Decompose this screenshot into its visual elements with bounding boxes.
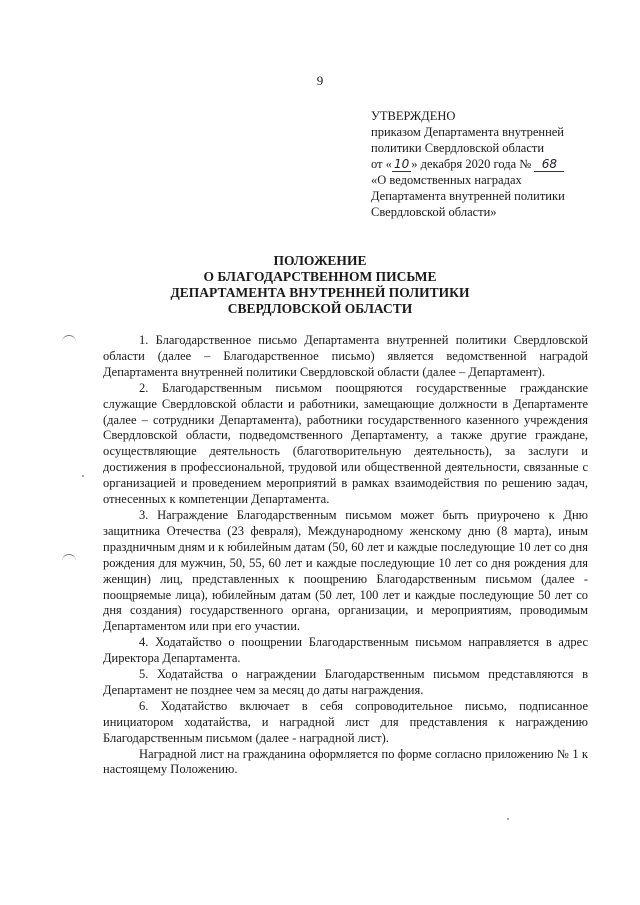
paragraph-2: 2. Благодарственным письмом поощряются государственные гражданские служащие Свердловской области и работники, замещающие должности в Департаменте (далее – сотрудники Департамента), работники государственного казенного учреждения Свердловской области, подведомственного Департаменту, а также другие граждане, осуществляющие деятельность (благотворительную деятельность), за заслуги и достижения в профессиональной, трудовой или общественной деятельности, связанные с организацией и проведением мероприятий в рамках взаимодействия по решению задач, отнесенных к компетенции Департамента. [103,380,588,507]
date-middle: » декабря 2020 года № [411,157,532,171]
title-line-2: О БЛАГОДАРСТВЕННОМ ПИСЬМЕ [203,269,437,284]
approval-line-order: приказом Департамента внутренней [371,125,564,139]
page-number: 9 [316,73,324,88]
approval-line-subject-2: Департамента внутренней политики [371,189,565,203]
paragraph-3: 3. Награждение Благодарственным письмом может быть приурочено к Дню защитника Отечества (23 февраля), Международному женскому дню (8 марта), иным праздничным дням и к юбилейным датам (50, 60 лет и каждые последующие 10 лет со дня рождения для мужчин, 50, 55, 60 лет и каждые последующие 10 лет со дня рождения для женщин) лиц, представленных к поощрению Благодарственным письмом (далее - поощряемые лица), юбилейным датам (50 лет, 100 лет и каждые последующие 50 лет со дня создания) государственного органа, организации, и мероприятиям, проводимым Департаментом или при его участии. [103,507,588,634]
approval-line-department: политики Свердловской области [371,141,545,155]
paragraph-1: 1. Благодарственное письмо Департамента внутренней политики Свердловской области (далее – Благодарственное письмо) является ведомственной наградой Департамента внутренней политики Свердловской области (далее – Департамент). [103,333,588,379]
date-prefix: от « [371,157,392,171]
scan-dot [82,475,84,477]
approval-line-subject-3: Свердловской области» [371,205,497,219]
paragraph-5: 5. Ходатайства о награждении Благодарственным письмом представляются в Департамент не позднее чем за месяц до даты награждения. [103,667,588,697]
title-line-1: ПОЛОЖЕНИЕ [273,253,367,268]
handwritten-day: 10 [393,157,410,171]
paragraph-6: 6. Ходатайство включает в себя сопроводительное письмо, подписанное инициатором ходатайства, и наградной лист для представления к награждению Благодарственным письмом (далее - наградной лист). [103,698,588,745]
paragraph-4: 4. Ходатайство о поощрении Благодарственным письмом направляется в адрес Директора Департамента. [103,635,588,666]
approval-stamp-block [371,108,611,220]
document-title [0,253,640,317]
handwritten-order-number: 68 [534,158,564,172]
paragraph-7: Наградной лист на гражданина оформляется по форме согласно приложению № 1 к настоящему Положению. [103,746,588,777]
title-line-4: СВЕРДЛОВСКОЙ ОБЛАСТИ [227,301,413,316]
document-body [103,333,588,778]
scan-mark [62,554,76,561]
title-line-3: ДЕПАРТАМЕНТА ВНУТРЕННЕЙ ПОЛИТИКИ [170,285,470,300]
approval-line-subject: «О ведомственных наградах [371,173,522,187]
scan-dot [507,818,509,820]
scan-mark [62,335,76,342]
approval-line-date [371,156,611,172]
approval-heading: УТВЕРЖДЕНО [371,109,456,123]
